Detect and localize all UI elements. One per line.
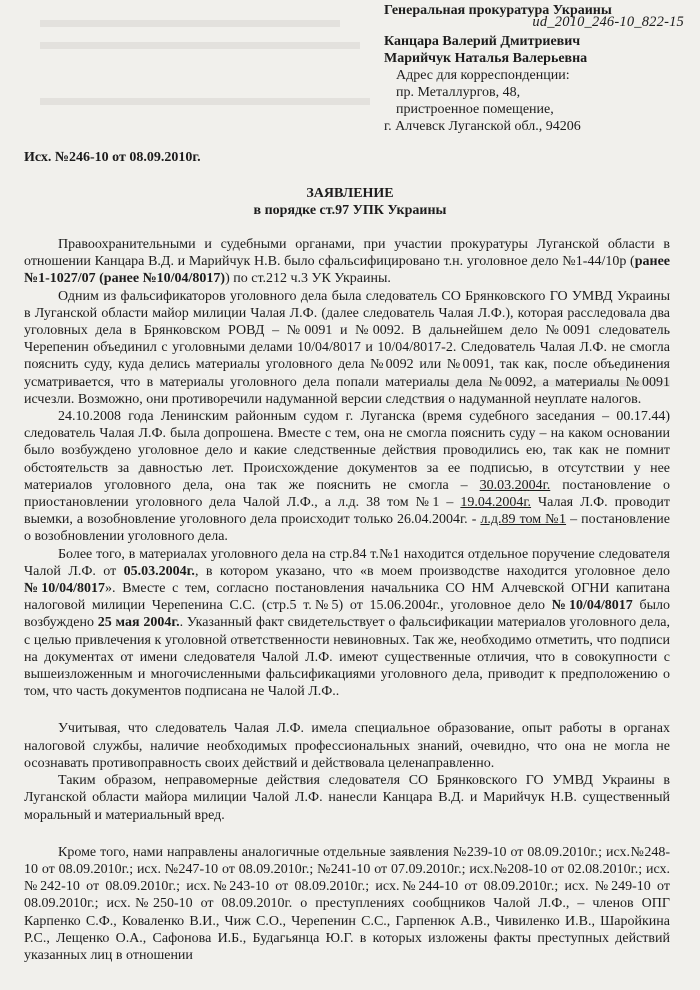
recipient: Генеральная прокуратура Украины [384, 3, 612, 18]
document-title: ЗАЯВЛЕНИЕ [306, 186, 394, 201]
outgoing-reference: Исх. №246-10 от 08.09.2010г. [24, 150, 201, 165]
document-body [24, 236, 670, 964]
paragraph: Правоохранительными и судебными органами, при участии прокуратуры Луганской области в отношении Канцара В.Д. и Марийчук Н.В. было сфальсифицировано т.н. уголовное дело №1-44/10р (ранее №1-1027/07 (ранее №10/04/8017)) по ст.212 ч.3 УК Украины. [24, 237, 670, 287]
address-street: пр. Металлургов, 48, [396, 85, 521, 100]
paragraph: Более того, в материалах уголовного дела на стр.84 т.№1 находится отдельное поручение следователя Чалой Л.Ф. от 05.03.2004г., в котором указано, что «в моем производстве находится уголовное дело №10/04/8017». Вместе с тем, согласно постановления начальника СО НМ Алчевской ОГНИ капитана налоговой милиции Черепенина С.С. (стр.5 т.№5) от 15.06.2004г., уголовное дело №10/04/8017 было возбуждено 25 мая 2004г.. Указанный факт свидетельствует о фальсификации материалов уголовного дела, с целью привлечения к уголовной ответственности невиновных. Так же, необходимо отметить, что подписи на документах от имени следователя Чалой Л.Ф. имеют существенные отличия, что в совокупности с вышеизложенным и многочисленными фальсификациями уголовного дела, приводит к предположению о том, что часть документов подписана не Чалой Л.Ф.. [24, 546, 671, 700]
address-city: г. Алчевск Луганской обл., 94206 [384, 119, 581, 134]
paragraph: Одним из фальсификаторов уголовного дела была следователь СО Брянковского ГО УМВД Украины в Луганской области майор милиции Чалая Л.Ф. (далее следователь Чалая Л.Ф.), которая расследовала два уголовных дела в Брянковском РОВД – №0091 и №0092. В дальнейшем дело №0091 следователь Черепенин объединил с уголовными делами 10/04/8017 и 10/04/8017-2. Следователь Чалая Л.Ф. не смогла пояснить суду, куда делись материалы уголовного дела №0092 или №0091, так как, после объединения усматривается, что в материалы уголовного дела попали материалы дела №0092, а материалы №0091 исчезли. Возможно, они противоречили надуманной версии следствия о надуманной неуплате налогов. [24, 288, 670, 407]
paragraph: 24.10.2008 года Ленинским районным судом г. Луганска (время судебного заседания – 00.17.44) следователь Чалая Л.Ф. была допрошена. Вместе с тем, она не смогла пояснить суду – на каком основании было возбуждено уголовное дело и какие следственные действия проводились ею, так как не помнит обстоятельств за давностью лет. Происхождение документов за ее подписью, в отсутствии у нее материалов уголовного дела, она так же пояснить не смогла – 30.03.2004г. постановление о приостановлении уголовного дела Чалой Л.Ф., а л.д. 38 том №1 – 19.04.2004г. Чалая Л.Ф. проводит выемки, а возобновление уголовного дела происходит только 26.04.2004г. - л.д.89 том №1 – постановление о возобновлении уголовного дела. [24, 409, 671, 545]
address-block [384, 2, 684, 135]
document-id: ud_2010_246-10_822-15 [532, 14, 684, 30]
bleed-through-line [40, 42, 360, 49]
document-subtitle: в порядке ст.97 УПК Украины [253, 203, 447, 218]
sender-name: Канцара Валерий Дмитриевич [384, 34, 581, 49]
bleed-through-line [40, 98, 370, 105]
address-label: Адрес для корреспонденции: [396, 68, 570, 83]
paragraph: Кроме того, нами направлены аналогичные отдельные заявления №239-10 от 08.09.2010г.; исх.№248-10 от 08.09.2010г.; исх. №247-10 от 08.09.2010г.; №241-10 от 07.09.2010г.; исх.№208-10 от 02.08.2010г.; исх.№242-10 от 08.09.2010г.; исх.№243-10 от 08.09.2010г.; исх.№244-10 от 08.09.2010г.; исх. №249-10 от 08.09.2010г.; исх.№250-10 от 08.09.2010г. о преступлениях сообщников Чалой Л.Ф., – членов ОПГ Карпенко С.Ф., Коваленко В.И., Чиж С.О., Черепенин С.С., Гарпенюк А.В., Чивиленко И.В., Шаройкина Р.С., Лещенко О.А., Сафонова И.Б., Будагьянца Ю.Г. в которых изложены факты преступных действий указанных лиц в отношении [24, 844, 670, 963]
paragraph: Учитывая, что следователь Чалая Л.Ф. имела специальное образование, опыт работы в органах налоговой службы, наличие необходимых профессиональных знаний, очевидно, что она не могла не осознавать противоправность своих действий и действовала целенаправленно. [24, 721, 670, 771]
sender-name: Марийчук Наталья Валерьевна [384, 51, 588, 66]
paragraph: Таким образом, неправомерные действия следователя СО Брянковского ГО УМВД Украины в Луганской области майора милиции Чалой Л.Ф. нанесли Канцара В.Д. и Марийчук Н.В. существенный моральный и материальный вред. [24, 773, 670, 823]
bleed-through-line [40, 20, 340, 27]
address-premises: пристроенное помещение, [396, 102, 554, 117]
